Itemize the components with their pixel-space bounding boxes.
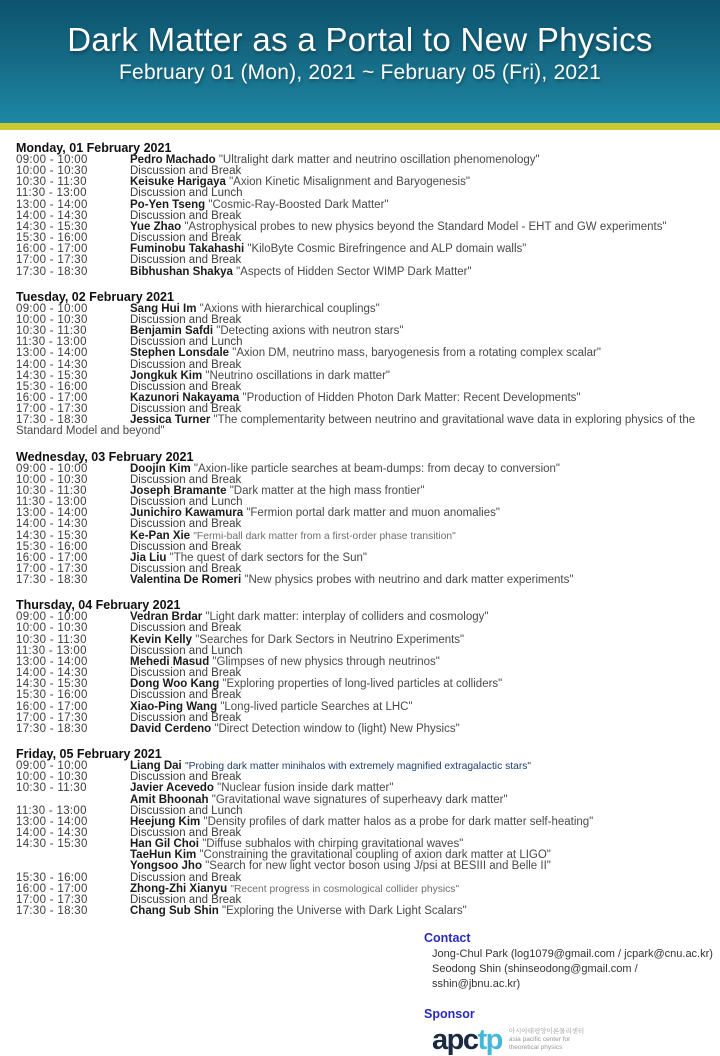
session-time: 17:00 - 17:30 xyxy=(16,254,88,267)
session-row xyxy=(16,244,712,255)
speaker-name: Ke-Pan Xie xyxy=(130,529,191,542)
speaker-name: Liang Dai xyxy=(130,760,182,773)
session-row xyxy=(16,348,712,359)
day-section xyxy=(16,142,712,278)
day-section xyxy=(16,748,712,917)
speaker-name: Jessica Turner xyxy=(130,414,211,427)
session-entry xyxy=(130,723,460,735)
session-time: 10:30 - 11:30 xyxy=(16,484,87,497)
day-section xyxy=(16,451,712,587)
speaker-name: Stephen Lonsdale xyxy=(130,347,230,360)
talk-title: "The complementarity between neutrino and gravitational wave data in exploring physics of the Standard Model and beyond" xyxy=(16,414,696,438)
session-row xyxy=(16,486,712,497)
session-label: Discussion and Lunch xyxy=(130,496,243,509)
talk-title: "Glimpses of new physics through neutrinos" xyxy=(212,655,440,668)
session-time: 15:30 - 16:00 xyxy=(16,380,88,393)
session-label: Discussion and Break xyxy=(130,313,242,326)
session-time: 14:00 - 14:30 xyxy=(16,518,88,531)
session-time: 17:00 - 17:30 xyxy=(16,711,88,724)
session-label: Discussion and Break xyxy=(130,563,242,575)
session-time: 16:00 - 17:00 xyxy=(16,391,88,404)
day-header: Thursday, 04 February 2021 xyxy=(16,598,181,613)
session-row xyxy=(16,839,712,872)
talk-title: "Recent progress in cosmological collider physics" xyxy=(230,883,460,895)
session-time: 11:30 - 13:00 xyxy=(16,496,87,509)
session-time: 17:30 - 18:30 xyxy=(16,574,88,587)
contact-heading: Contact xyxy=(424,931,471,946)
talk-title: "The quest of dark sectors for the Sun" xyxy=(169,551,368,564)
talk-title: "Probing dark matter minihalos with extremely magnified extragalactic stars" xyxy=(184,761,532,773)
speaker-name: Valentina De Romeri xyxy=(130,574,242,587)
session-entry xyxy=(130,905,467,917)
session-time: 10:30 - 11:30 xyxy=(16,325,87,338)
session-label: Discussion and Break xyxy=(130,771,242,784)
session-time: 10:00 - 10:30 xyxy=(16,622,88,635)
talk-title: "Fermion portal dark matter and muon anomalies" xyxy=(246,507,500,520)
header-banner xyxy=(0,0,720,123)
talk-title: "Light dark matter: interplay of colliders and cosmology" xyxy=(205,611,489,624)
apctp-logo xyxy=(424,1025,720,1055)
talk-title: "Direct Detection window to (light) New Physics" xyxy=(214,722,460,735)
day-header: Friday, 05 February 2021 xyxy=(16,747,162,762)
talk-title: "Axion DM, neutrino mass, baryogenesis from a rotating complex scalar" xyxy=(232,347,601,360)
session-label: Discussion and Break xyxy=(130,254,242,267)
session-time: 17:30 - 18:30 xyxy=(16,905,88,918)
session-time: 14:30 - 15:30 xyxy=(16,369,88,382)
session-label: Discussion and Break xyxy=(130,893,242,906)
speaker-name: Po-Yen Tseng xyxy=(130,198,206,211)
session-row xyxy=(16,761,712,772)
session-time: 16:00 - 17:00 xyxy=(16,882,88,895)
session-time: 09:00 - 10:00 xyxy=(16,760,88,773)
session-time: 13:00 - 14:00 xyxy=(16,198,88,211)
session-time: 15:30 - 16:00 xyxy=(16,540,88,553)
page-subtitle: February 01 (Mon), 2021 ~ February 05 (Fri), 2021 xyxy=(119,61,601,84)
speaker-name: Sang Hui Im xyxy=(130,302,197,315)
session-label: Discussion and Break xyxy=(130,380,242,393)
speaker-name: Joseph Bramante xyxy=(130,484,227,497)
session-row xyxy=(16,884,712,895)
session-label: Discussion and Lunch xyxy=(130,804,243,817)
speaker-name: Yongsoo Jho xyxy=(130,860,202,873)
session-label: Discussion and Break xyxy=(130,518,242,531)
talk-title: "Axions with hierarchical couplings" xyxy=(199,302,380,315)
speaker-name: Dong Woo Kang xyxy=(130,678,220,691)
talk-title: "Fermi-ball dark matter from a first-order phase transition" xyxy=(193,530,456,542)
session-time: 14:30 - 15:30 xyxy=(16,529,88,542)
session-time: 11:30 - 13:00 xyxy=(16,187,87,200)
talk-title: "Astrophysical probes to new physics beyond the Standard Model - EHT and GW experiments" xyxy=(184,220,667,233)
contact-section xyxy=(424,930,720,992)
talk-title: "Exploring properties of long-lived particles at colliders" xyxy=(222,678,503,691)
session-time: 11:30 - 13:00 xyxy=(16,336,87,349)
contact-line: Jong-Chul Park (log1079@gmail.com / jcpark@cnu.ac.kr) xyxy=(432,948,713,961)
speaker-name: Chang Sub Shin xyxy=(130,905,219,918)
session-label: Discussion and Break xyxy=(130,711,242,724)
accent-divider xyxy=(0,123,720,130)
contact-lines xyxy=(424,947,720,992)
session-entry xyxy=(130,574,573,586)
session-label: Discussion and Break xyxy=(130,540,242,553)
speaker-name: Zhong-Zhi Xianyu xyxy=(130,882,228,895)
contact-line: Seodong Shin (shinseodong@gmail.com / sshin@jbnu.ac.kr) xyxy=(432,963,638,991)
talk-title: "Neutrino oscillations in dark matter" xyxy=(205,369,390,382)
talk-title: "Searches for Dark Sectors in Neutrino Experiments" xyxy=(195,633,465,646)
session-row xyxy=(16,519,712,530)
day-section xyxy=(16,599,712,735)
apctp-caption-en1: asia pacific center for xyxy=(508,1036,571,1044)
session-time: 09:00 - 10:00 xyxy=(16,154,88,166)
session-label: Discussion and Break xyxy=(130,622,242,635)
session-time: 17:00 - 17:30 xyxy=(16,403,88,416)
session-time: 13:00 - 14:00 xyxy=(16,815,88,828)
session-label: Discussion and Break xyxy=(130,689,242,702)
talk-title: "Axion-like particle searches at beam-dumps: from decay to conversion" xyxy=(193,462,561,475)
page-title: Dark Matter as a Portal to New Physics xyxy=(67,21,653,58)
apctp-caption-en2: theoretical physics xyxy=(508,1044,563,1052)
day-header: Tuesday, 02 February 2021 xyxy=(16,289,174,304)
speaker-name: Amit Bhoonah xyxy=(130,793,209,806)
session-time: 11:30 - 13:00 xyxy=(16,804,87,817)
schedule xyxy=(0,130,720,917)
speaker-name: David Cerdeno xyxy=(130,722,212,735)
talk-title: "KiloByte Cosmic Birefringence and ALP domain walls" xyxy=(247,243,527,256)
talk-title: "Exploring the Universe with Dark Light Scalars" xyxy=(222,905,467,918)
talk-title: "Axion Kinetic Misalignment and Baryogenesis" xyxy=(229,176,470,189)
speaker-name: Javier Acevedo xyxy=(130,782,214,795)
session-label: Discussion and Break xyxy=(130,165,242,178)
apctp-wordmark xyxy=(432,1025,502,1055)
sponsor-section xyxy=(424,1006,720,1055)
session-row xyxy=(16,393,712,404)
session-row xyxy=(16,304,712,315)
session-label: Discussion and Break xyxy=(130,473,242,486)
session-time: 13:00 - 14:00 xyxy=(16,347,88,360)
session-time: 10:30 - 11:30 xyxy=(16,176,87,189)
session-time: 14:30 - 15:30 xyxy=(16,220,88,233)
speaker-name: Pedro Machado xyxy=(130,154,216,166)
session-row xyxy=(16,783,712,805)
session-entry xyxy=(130,266,472,278)
day-header: Wednesday, 03 February 2021 xyxy=(16,449,194,464)
session-time: 11:30 - 13:00 xyxy=(16,644,87,657)
session-row xyxy=(16,464,712,475)
session-row xyxy=(16,635,712,646)
session-time: 10:30 - 11:30 xyxy=(16,633,87,646)
session-time: 09:00 - 10:00 xyxy=(16,611,88,624)
session-row xyxy=(16,575,712,586)
session-row xyxy=(16,817,712,828)
session-time: 17:00 - 17:30 xyxy=(16,893,88,906)
session-row xyxy=(16,267,712,278)
speaker-name: Doojin Kim xyxy=(130,462,191,475)
speaker-name: Yue Zhao xyxy=(130,220,182,233)
sponsor-heading: Sponsor xyxy=(424,1007,475,1022)
speaker-name: Bibhushan Shakya xyxy=(130,265,233,278)
session-label: Discussion and Break xyxy=(130,667,242,680)
talk-title: "Diffuse subhalos with chirping gravitational waves" xyxy=(202,838,464,851)
session-row xyxy=(16,415,712,437)
session-time: 14:00 - 14:30 xyxy=(16,209,88,222)
session-time: 15:30 - 16:00 xyxy=(16,232,88,245)
session-time: 16:00 - 17:00 xyxy=(16,551,88,564)
session-time: 17:30 - 18:30 xyxy=(16,414,88,427)
talk-title: "Density profiles of dark matter halos as a probe for dark matter self-heating" xyxy=(203,815,594,828)
session-time: 14:00 - 14:30 xyxy=(16,667,88,680)
speaker-name: TaeHun Kim xyxy=(130,849,197,862)
apctp-caption-korean: 아시아태평양이론물리센터 xyxy=(508,1028,585,1036)
session-label: Discussion and Lunch xyxy=(130,644,243,657)
session-row xyxy=(16,657,712,668)
apctp-caption xyxy=(509,1028,584,1052)
speaker-name: Keisuke Harigaya xyxy=(130,176,226,189)
speaker-name: Junichiro Kawamura xyxy=(130,507,244,520)
session-time: 09:00 - 10:00 xyxy=(16,462,88,475)
session-time: 16:00 - 17:00 xyxy=(16,243,88,256)
session-time: 16:00 - 17:00 xyxy=(16,700,88,713)
session-time: 13:00 - 14:00 xyxy=(16,655,88,668)
session-time: 13:00 - 14:00 xyxy=(16,507,88,520)
talk-title: "Ultralight dark matter and neutrino oscillation phenomenology" xyxy=(218,154,540,166)
session-time: 17:30 - 18:30 xyxy=(16,722,88,735)
session-row xyxy=(16,200,712,211)
talk-title: "Production of Hidden Photon Dark Matter: Recent Developments" xyxy=(242,391,581,404)
session-label: Discussion and Break xyxy=(130,826,242,839)
session-time: 14:00 - 14:30 xyxy=(16,826,88,839)
session-row xyxy=(16,371,712,382)
speaker-name: Heejung Kim xyxy=(130,815,201,828)
talk-title: "Detecting axions with neutron stars" xyxy=(216,325,404,338)
session-time: 14:30 - 15:30 xyxy=(16,678,88,691)
session-label: Discussion and Break xyxy=(130,871,242,884)
speaker-name: Mehedi Masud xyxy=(130,655,210,668)
talk-title: "Long-lived particle Searches at LHC" xyxy=(220,700,413,713)
session-label: Discussion and Break xyxy=(130,358,242,371)
session-time: 09:00 - 10:00 xyxy=(16,302,88,315)
session-label: Discussion and Lunch xyxy=(130,336,243,349)
session-row xyxy=(16,553,712,564)
talk-title: "Cosmic-Ray-Boosted Dark Matter" xyxy=(208,198,389,211)
talk-title: "Constraining the gravitational coupling of axion dark matter at LIGO" xyxy=(199,849,551,862)
session-label: Discussion and Break xyxy=(130,403,242,416)
speaker-name: Fuminobu Takahashi xyxy=(130,243,245,256)
session-time: 14:00 - 14:30 xyxy=(16,358,88,371)
speaker-name: Han Gil Choi xyxy=(130,838,199,851)
speaker-name: Benjamin Safdi xyxy=(130,325,214,338)
talk-title: "New physics probes with neutrino and dark matter experiments" xyxy=(244,574,574,587)
session-time: 14:30 - 15:30 xyxy=(16,838,88,851)
session-row xyxy=(16,724,712,735)
speaker-name: Kevin Kelly xyxy=(130,633,192,646)
session-row xyxy=(16,531,712,542)
speaker-name: Kazunori Nakayama xyxy=(130,391,240,404)
session-row xyxy=(16,326,712,337)
speaker-name: Xiao-Ping Wang xyxy=(130,700,218,713)
session-row xyxy=(16,679,712,690)
day-header: Monday, 01 February 2021 xyxy=(16,141,172,155)
session-row xyxy=(16,702,712,713)
session-row xyxy=(16,906,712,917)
session-time: 17:30 - 18:30 xyxy=(16,265,88,278)
session-time: 10:00 - 10:30 xyxy=(16,771,88,784)
talk-title: "Search for new light vector boson using J/psi at BESIII and Belle II" xyxy=(205,860,551,873)
talk-title: "Nuclear fusion inside dark matter" xyxy=(217,782,394,795)
session-row xyxy=(16,612,712,623)
session-label: Discussion and Break xyxy=(130,232,242,245)
speaker-name: Jongkuk Kim xyxy=(130,369,203,382)
session-time: 10:00 - 10:30 xyxy=(16,313,88,326)
session-time: 10:00 - 10:30 xyxy=(16,165,88,178)
speaker-name: Jia Liu xyxy=(130,551,167,564)
talk-title: "Dark matter at the high mass frontier" xyxy=(229,484,425,497)
session-row xyxy=(16,177,712,188)
session-row xyxy=(16,508,712,519)
talk-title: "Gravitational wave signatures of superheavy dark matter" xyxy=(211,793,508,806)
apctp-wordmark-dark: apc xyxy=(432,1024,478,1056)
session-time: 10:30 - 11:30 xyxy=(16,782,87,795)
session-row xyxy=(16,155,712,166)
speaker-name: Vedran Brdar xyxy=(130,611,203,624)
session-row xyxy=(16,222,712,233)
session-time: 15:30 - 16:00 xyxy=(16,871,88,884)
session-time: 17:00 - 17:30 xyxy=(16,563,88,575)
session-label: Discussion and Break xyxy=(130,209,242,222)
apctp-wordmark-light: tp xyxy=(477,1024,502,1056)
session-label: Discussion and Lunch xyxy=(130,187,243,200)
session-time: 15:30 - 16:00 xyxy=(16,689,88,702)
day-section xyxy=(16,291,712,438)
talk-title: "Aspects of Hidden Sector WIMP Dark Matter" xyxy=(236,265,472,278)
session-time: 10:00 - 10:30 xyxy=(16,473,88,486)
